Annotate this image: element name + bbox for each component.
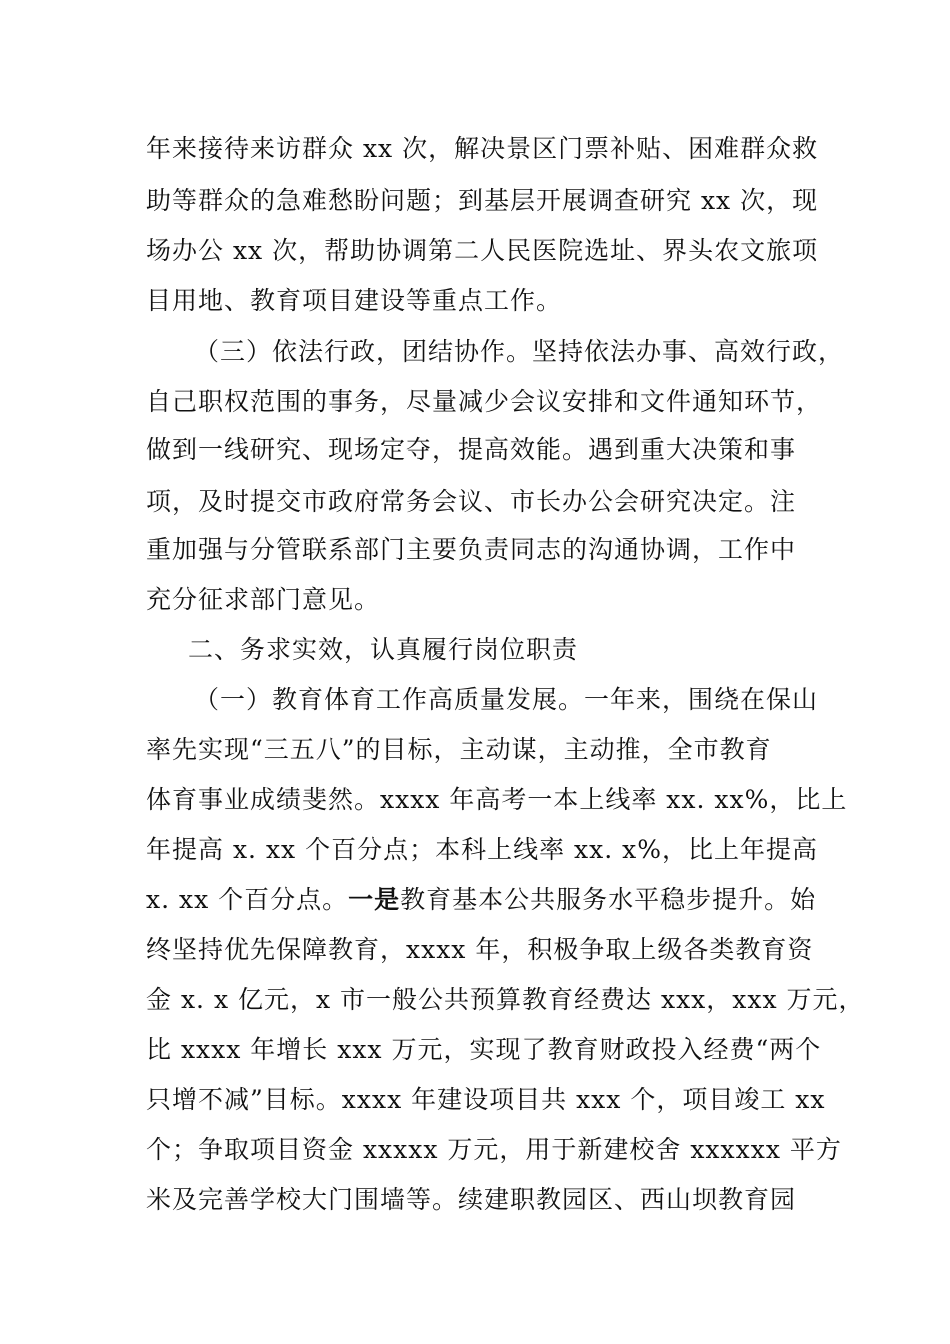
text-line: 自己职权范围的事务，尽量减少会议安排和文件通知环节，: [146, 387, 823, 416]
text-line: 比 xxxx 年增长 xxx 万元，实现了教育财政投入经费“两个: [146, 1035, 822, 1064]
text-line: 只增不减”目标。xxxx 年建设项目共 xxx 个，项目竣工 xx: [146, 1085, 826, 1114]
paragraph-heading-1: （一）教育体育工作高质量发展。一年来，围绕在保山: [194, 685, 819, 714]
text-line: 米及完善学校大门围墙等。续建职教园区、西山坝教育园: [146, 1185, 797, 1214]
text-segment: 教育基本公共服务水平稳步提升。始: [400, 885, 817, 914]
text-line: 率先实现“三五八”的目标，主动谋，主动推，全市教育: [146, 735, 772, 764]
section-heading-2: 二、务求实效，认真履行岗位职责: [188, 635, 579, 664]
text-line: 做到一线研究、现场定夺，提高效能。遇到重大决策和事: [146, 435, 797, 464]
text-line: 目用地、教育项目建设等重点工作。: [146, 286, 563, 315]
text-line: 年来接待来访群众 xx 次，解决景区门票补贴、困难群众救: [146, 134, 819, 163]
text-line: 场办公 xx 次，帮助协调第二人民医院选址、界头农文旅项: [146, 236, 819, 265]
emphasis-label: 一是: [348, 885, 401, 914]
paragraph-heading-3: （三）依法行政，团结协作。坚持依法办事、高效行政，: [194, 337, 845, 366]
text-line: 年提高 x. xx 个百分点；本科上线率 xx. x%，比上年提高: [146, 835, 818, 864]
text-line: 充分征求部门意见。: [146, 585, 381, 614]
text-line: 项，及时提交市政府常务会议、市长办公会研究决定。注: [146, 487, 797, 516]
text-segment: x. xx 个百分点。: [146, 885, 349, 914]
text-line: 体育事业成绩斐然。xxxx 年高考一本上线率 xx. xx%，比上: [146, 785, 848, 814]
text-line: 助等群众的急难愁盼问题；到基层开展调查研究 xx 次，现: [146, 186, 819, 215]
text-line: 个；争取项目资金 xxxxx 万元，用于新建校舍 xxxxxx 平方: [146, 1135, 842, 1164]
text-line: [146, 884, 816, 916]
text-line: 金 x. x 亿元，x 市一般公共预算教育经费达 xxx，xxx 万元，: [146, 985, 865, 1014]
text-line: 终坚持优先保障教育，xxxx 年，积极争取上级各类教育资: [146, 935, 814, 964]
text-line: 重加强与分管联系部门主要负责同志的沟通协调，工作中: [146, 535, 797, 564]
